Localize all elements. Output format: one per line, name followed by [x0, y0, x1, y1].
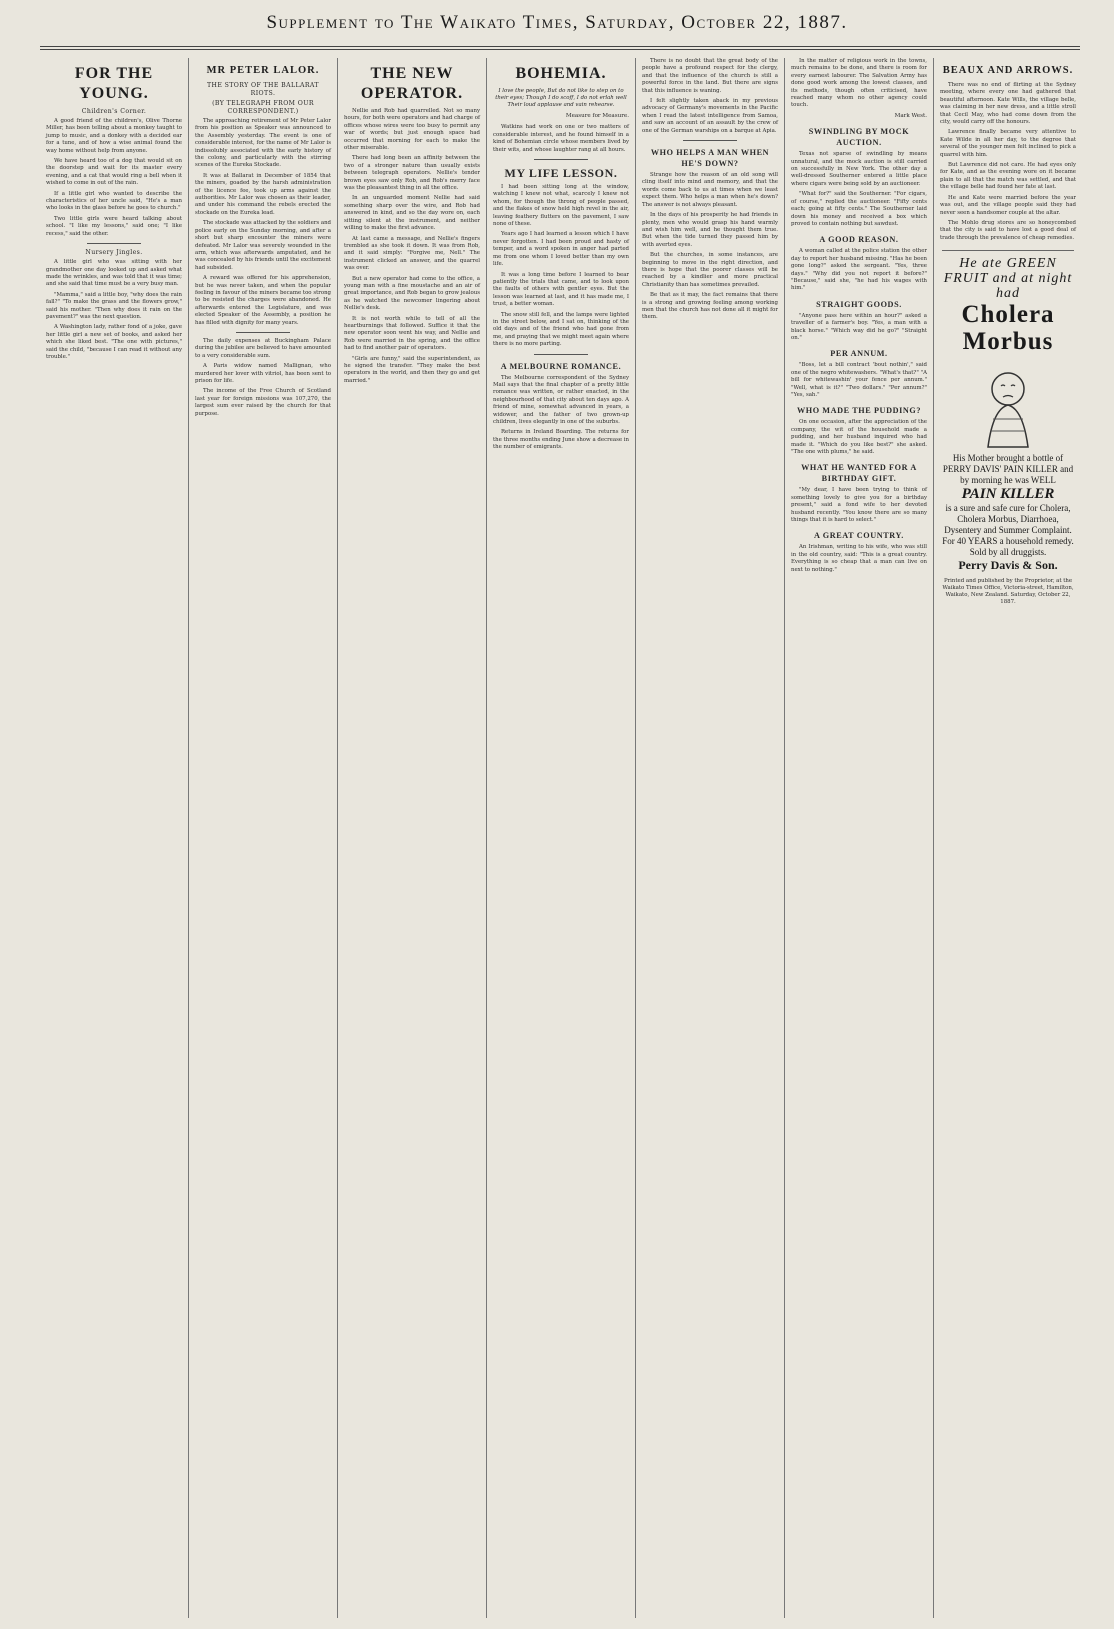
- masthead-rule: [40, 46, 1080, 47]
- paragraph: The Melbourne correspondent of the Sydney Mail says that the final chapter of a pretty little romance was written, or rather enacted, in the neighbourhood of that city about ten days ago. A friend of mine, somewhat advanced in years, a widower, and the father of two grown-up children, lives elegantly in one of the suburbs.: [493, 374, 629, 425]
- paragraph: It was at Ballarat in December of 1854 that the miners, goaded by the harsh administration of the licence fee, took up arms against the authorities. Mr Lalor was chosen as their leader, and under his command the rebels erected the stockade on the Eureka lead.: [195, 172, 331, 216]
- ad-cholera-morbus: Cholera Morbus: [961, 301, 1055, 356]
- paragraph: Lawrence finally became very attentive to Kate Wilde in all her day, to the degree that several of the younger men felt inclined to pick a quarrel with him.: [940, 129, 1076, 158]
- paragraph: I had been sitting long at the window, watching I knew not what, scarcely I knew not whom, for though the throng of people passed, and the flakes of snow held high revel in the air, leaving feathery flutters on the pavement, I saw none of these.: [493, 184, 629, 228]
- paragraph: The Mohlo drug stores are so honeycombed that the city is said to have lost a good deal of trade through the prevalence of cheap remedies.: [940, 219, 1076, 241]
- divider: [683, 140, 737, 141]
- columns: [40, 58, 1082, 1618]
- paragraph: In an unguarded moment Nellie had said something sharp over the wire, and Rob had answered in kind, and so the day wore on, each sitting silent at the instrument, and neither willing to make the first advance.: [344, 195, 480, 232]
- paragraph: It is not worth while to tell of all the heartburnings that followed. Suffice it that the new operator soon went his way, and Nellie and Rob were married in the spring, and the office had to find another pair of operators.: [344, 315, 480, 352]
- paragraph: Watkins had work on one or two matters of considerable interest, and he found himself in a kind of Bohemian circle whose members lived by their wits, and whose laughter rang at all hours.: [493, 124, 629, 153]
- verse: I love the people, But do not like to step on to their eyes; Though I do scoff, I do not erlah well Their loud applause and vain rehearse.: [495, 88, 627, 108]
- paragraph: On one occasion, after the appreciation of the company, the wit of the household made a pudding, and her husband inquired who had made it. "Which do you like best?" she asked. "The one with plums," he said.: [791, 419, 927, 456]
- divider: [534, 159, 588, 160]
- paragraph: He and Kate were married before the year was out, and the village people said they had never seen a handsomer couple at the altar.: [940, 194, 1076, 216]
- paragraph: "Girls are funny," said the superintendent, as he signed the transfer. "They make the best operators in the world, and then they go and get married.": [344, 355, 480, 384]
- paragraph: There is no doubt that the great body of the people have a profound respect for the clergy, and that the influence of the church is still a powerful force in the land. But there are signs that this influence is waning.: [642, 58, 778, 94]
- article-title-swindling: SWINDLING BY MOCK AUCTION.: [808, 127, 910, 148]
- masthead-rule-2: [40, 49, 1080, 50]
- paragraph: An Irishman, writing to his wife, who was still in the old country, said: "This is a great country. Everything is so cheap that a man can live on next to nothing.": [791, 544, 927, 573]
- masthead: Supplement to The Waikato Times, Saturday, October 22, 1887.: [266, 12, 848, 33]
- paragraph: But Lawrence did not care. He had eyes only for Kate, and as the evening wore on it became plain to all that the match was settled, and that the village belle had found her fate at last.: [940, 162, 1076, 191]
- paragraph: The stockade was attacked by the soldiers and police early on the Sunday morning, and after a short but sharp encounter the miners were defeated. Mr Lalor was severely wounded in the arm, which was afterwards amputated, and he was concealed by his friends until the excitement had subsided.: [195, 220, 331, 271]
- paragraph: "My dear, I have been trying to think of something lovely to give you for a birthday present," said a fond wife to her devoted husband recently. "You know there are so many things that it is hard to select.": [791, 487, 927, 524]
- subheading: THE STORY OF THE BALLARAT RIOTS.: [207, 82, 319, 97]
- paragraph: Nellie and Rob had quarrelled. Not so many hours, for both were operators and had charge of offices whose wires were too busy to permit any war of words; but just enough space had occurred that morning for each to make the other miserable.: [344, 108, 480, 152]
- article-title-bohemia: BOHEMIA.: [515, 65, 607, 82]
- paragraph: If a little girl who wanted to describe the characteristics of her uncle said, "He's a man who looks in the glass before he goes to church.": [46, 190, 182, 212]
- article-title-birthday-gift: WHAT HE WANTED FOR A BIRTHDAY GIFT.: [801, 463, 917, 484]
- signature: Mark West.: [894, 112, 927, 119]
- article-title-who-helps-a-man: WHO HELPS A MAN WHEN HE'S DOWN?: [650, 148, 770, 169]
- paragraph: Years ago I had learned a lesson which I have never forgotten. I had been proud and hasty of temper, and a word spoken in anger had parted me from one whom I loved better than my own life.: [493, 231, 629, 268]
- paragraph: It was a long time before I learned to bear patiently the trials that came, and to look upon the faults of others with gentler eyes. But the lesson was learned at last, and it has made me, I trust, a better woman.: [493, 271, 629, 308]
- column-7: [933, 58, 1082, 1618]
- column-4: [486, 58, 635, 1618]
- subheading: Nursery Jingles.: [85, 249, 143, 257]
- paragraph: Texas not sparse of swindling by means unnatural, and the mock auction is still carried on successfully in New York. The other day a well-dressed Southerner entered a little place where cigars were being sold by an auctioneer.: [791, 151, 927, 187]
- article-title-straight-goods: STRAIGHT GOODS.: [816, 299, 902, 309]
- paragraph: At last came a message, and Nellie's fingers trembled as she took it down. It was from Rob, and it said simply: "Forgive me, Nell." The instrument clicked an answer, and the quarrel was over.: [344, 235, 480, 272]
- divider: [534, 354, 588, 355]
- subheading: Children's Corner.: [81, 108, 147, 115]
- imprint: Printed and published by the Proprietor, at the Waikato Times Office, Victoria-street, Hamilton, Waikato, New Zealand. Saturday, October 22, 1887.: [942, 578, 1074, 606]
- paragraph: A good friend of the children's, Olive Thorne Miller, has been telling about a monkey taught to jump to music, and a donkey with a decided ear for a tune, and of how a wise animal found the way home without help from anyone.: [46, 118, 182, 154]
- column-2: [188, 58, 337, 1618]
- column-6: [784, 58, 933, 1618]
- paragraph: Strange how the reason of an old song will cling itself into mind and memory, and that the words come back to us at times when we least expect them. Who helps a man when he's down? The answer is not always pleasant.: [642, 172, 778, 208]
- paragraph: Returns in Ireland Boarding. The returns for the three months ending June show a decrease in the number of emigrants.: [493, 429, 629, 451]
- divider: [236, 332, 290, 333]
- paragraph: "Boss, let a bill contract 'bout nothin'," said one of the negro whitewashers. "What's that?" "A bill for whitewashin' your fence per annum." "Well, what is it?" "Two dollars." "Per annum?" "Yes, sah.": [791, 362, 927, 398]
- column-3: [337, 58, 486, 1618]
- article-title-great-country: A GREAT COUNTRY.: [814, 531, 904, 541]
- paragraph: But the churches, in some instances, are beginning to move in the right direction, and there is hope that the poorer classes will be reached by a kindlier and more practical Christianity than has sometimes prevailed.: [642, 252, 778, 288]
- paragraph: A Paris widow named Mallignan, who murdered her lover with vitriol, has been sent to prison for life.: [195, 363, 331, 384]
- paragraph: A Washington lady, rather fond of a joke, gave her little girl a new set of books, and asked her which she liked best. "The one with pictures," said the child, "because I can read it without any trouble.": [46, 324, 182, 360]
- ad-headline: He ate GREEN FRUIT and at night had: [943, 256, 1073, 302]
- ad-footer: Perry Davis & Son.: [958, 558, 1058, 573]
- paragraph: A little girl who was sitting with her grandmother one day looked up and asked what made the wrinkles, and was told that it was time; and she said that time must be a very busy man.: [46, 259, 182, 288]
- paragraph: We have heard too of a dog that would sit on the doorstep and wait for its master every evening, and a cat that would ring a bell when it wished to come in out of the rain.: [46, 158, 182, 187]
- ad-brand: PAIN KILLER: [961, 486, 1055, 503]
- article-title-for-the-young: FOR THE YOUNG.: [74, 65, 154, 102]
- paragraph: I felt slightly taken aback in my previous advocacy of Germany's movements in the Pacific when I read the latest intelligence from Samoa, and saw an account of an assault by the crew of one of the German warships on a barque at Apia.: [642, 98, 778, 134]
- pain-killer-advertisement: [942, 250, 1074, 572]
- column-5: [635, 58, 784, 1618]
- paragraph: The approaching retirement of Mr Peter Lalor from his position as Speaker was announced to the Assembly yesterday. The event is one of considerable interest, for the name of Mr Lalor is indissolubly associated with the early history of the colony, and particularly with the stirring scenes of the Eureka Stockade.: [195, 118, 331, 169]
- paragraph: There was no end of flirting at the Sydney meeting, where every one had gathered that beautiful afternoon. Kate Wills, the village belle, was claiming in her new dress, and a little stroll that Cecil May, who had come down from the city, would carry off the honours.: [940, 82, 1076, 126]
- paragraph: Two little girls were heard talking about school. "I like my lessons," said one; "I like recess," said the other.: [46, 215, 182, 237]
- article-title-peter-lalor: MR PETER LALOR.: [206, 65, 320, 76]
- paragraph: The income of the Free Church of Scotland last year for foreign missions was 107,270, the largest sum ever raised by the church for that purpose.: [195, 388, 331, 417]
- paragraph: "Anyone pass here within an hour?" asked a traveller of a farmer's boy. "Yes, a man with a black horse." "Which way did he go?" "Straight on.": [791, 312, 927, 341]
- divider: [87, 243, 141, 244]
- sick-boy-illustration: [963, 359, 1053, 449]
- byline: (BY TELEGRAPH FROM OUR CORRESPONDENT.): [212, 100, 314, 115]
- ad-body: is a sure and safe cure for Cholera, Cholera Morbus, Diarrhoea, Dysentery and Summer Complaint. For 40 YEARS a household remedy. Sold by all druggists.: [942, 503, 1074, 558]
- article-title-melbourne-romance: A MELBOURNE ROMANCE.: [500, 361, 622, 371]
- paragraph: In the matter of religious work in the towns, much remains to be done, and there is room for every earnest labourer. The Salvation Army has done good work among the lowest classes, and its methods, though often criticised, have reached many whom no other agency could touch.: [791, 58, 927, 109]
- column-1: [40, 58, 188, 1618]
- article-title-good-reason: A GOOD REASON.: [819, 235, 899, 245]
- paragraph: A woman called at the police station the other day to report her husband missing. "Has he been gone long?" asked the sergeant. "Yes, three days." "Why did you not report it before?" "Because," said she, "he had his wages with him.": [791, 248, 927, 292]
- paragraph: The daily expenses at Buckingham Palace during the jubilee are believed to have amounted to a very considerable sum.: [195, 337, 331, 359]
- paragraph: Be that as it may, the fact remains that there is a strong and growing feeling among working men that the church has not done all it might for them.: [642, 292, 778, 321]
- article-title-per-annum: PER ANNUM.: [830, 349, 888, 359]
- paragraph: In the days of his prosperity he had friends in plenty, men who would grasp his hand warmly and wish him well, and he thought them true. But when the tide turned they passed him by with averted eyes.: [642, 212, 778, 248]
- paragraph: A reward was offered for his apprehension, but he was never taken, and when the popular feeling in favour of the miners became too strong to be resisted the charges were abandoned. He afterwards entered the Legislature, and was elected Speaker of the Assembly, a position he has filled with dignity for many years.: [195, 275, 331, 326]
- article-title-beaux-and-arrows: BEAUX AND ARROWS.: [942, 65, 1074, 76]
- signature: Measure for Measure.: [565, 113, 629, 119]
- paragraph: There had long been an affinity between the two of a stronger nature than usually exists between telegraph operators. Nellie's tender brown eyes saw only Rob, and Rob's merry face was the pleasantest thing in all the office.: [344, 155, 480, 192]
- article-title-my-life-lesson: MY LIFE LESSON.: [504, 166, 618, 181]
- paragraph: The snow still fell, and the lamps were lighted in the street below, and I sat on, thinking of the old days and of the friend who had gone from me, and praying that we might meet again where there is no more parting.: [493, 311, 629, 348]
- article-title-new-operator: THE NEW OPERATOR.: [360, 65, 464, 102]
- ad-subtext: His Mother brought a bottle of PERRY DAVIS' PAIN KILLER and by morning he was WELL: [942, 453, 1074, 486]
- paragraph: "Mamma," said a little boy, "why does the rain fall?" "To make the grass and the flowers grow," said his mother. "Then why does it rain on the pavement?" was the next question.: [46, 291, 182, 320]
- paragraph: "What for?" said the Southerner. "For cigars, of course," replied the auctioneer. "Fifty cents each; going at fifty cents." The Southerner laid down his money and received a box which proved to contain nothing but sawdust.: [791, 191, 927, 227]
- article-title-pudding: WHO MADE THE PUDDING?: [796, 406, 922, 416]
- paragraph: But a new operator had come to the office, a young man with a fine moustache and an air of great importance, and Rob began to grow jealous as he watched the newcomer lingering about Nellie's desk.: [344, 275, 480, 312]
